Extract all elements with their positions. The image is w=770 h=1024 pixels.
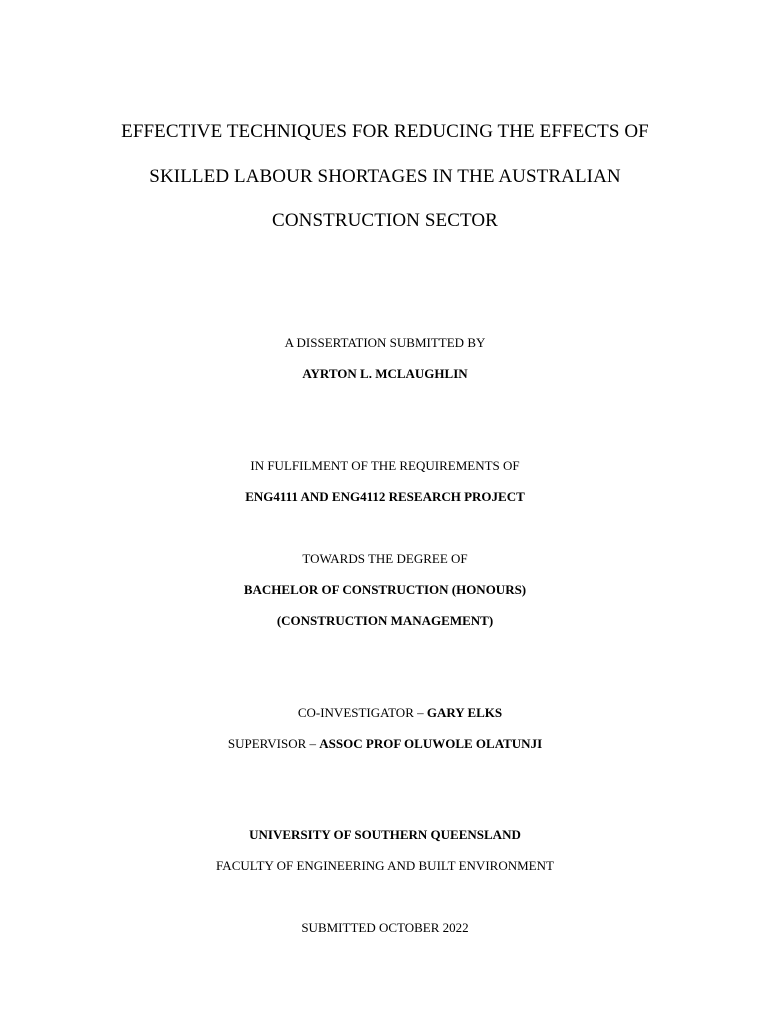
degree-label: TOWARDS THE DEGREE OF [302, 551, 468, 566]
submission-date: SUBMITTED OCTOBER 2022 [301, 920, 469, 935]
degree-major: (CONSTRUCTION MANAGEMENT) [276, 613, 494, 628]
submitted-by-label: A DISSERTATION SUBMITTED BY [284, 335, 486, 350]
supervisor-label: SUPERVISOR – [227, 736, 320, 751]
co-investigator [0, 706, 770, 719]
title-line-3: CONSTRUCTION SECTOR [272, 210, 498, 231]
requirements-label: IN FULFILMENT OF THE REQUIREMENTS OF [250, 458, 520, 473]
supervisor-name: ASSOC PROF OLUWOLE OLATUNJI [319, 736, 543, 751]
co-investigator-label: CO-INVESTIGATOR – [297, 705, 427, 720]
degree-name: BACHELOR OF CONSTRUCTION (HONOURS) [243, 582, 527, 597]
research-project: ENG4111 AND ENG4112 RESEARCH PROJECT [245, 489, 525, 504]
title-line-1: EFFECTIVE TECHNIQUES FOR REDUCING THE EFFECTS OF [121, 121, 649, 142]
supervisor [0, 737, 770, 750]
university-name: UNIVERSITY OF SOUTHERN QUEENSLAND [249, 827, 521, 842]
faculty-name: FACULTY OF ENGINEERING AND BUILT ENVIRONMENT [216, 858, 554, 873]
author-name: AYRTON L. MCLAUGHLIN [302, 366, 468, 381]
title-line-2: SKILLED LABOUR SHORTAGES IN THE AUSTRALIAN [149, 166, 621, 187]
co-investigator-name: GARY ELKS [426, 705, 503, 720]
